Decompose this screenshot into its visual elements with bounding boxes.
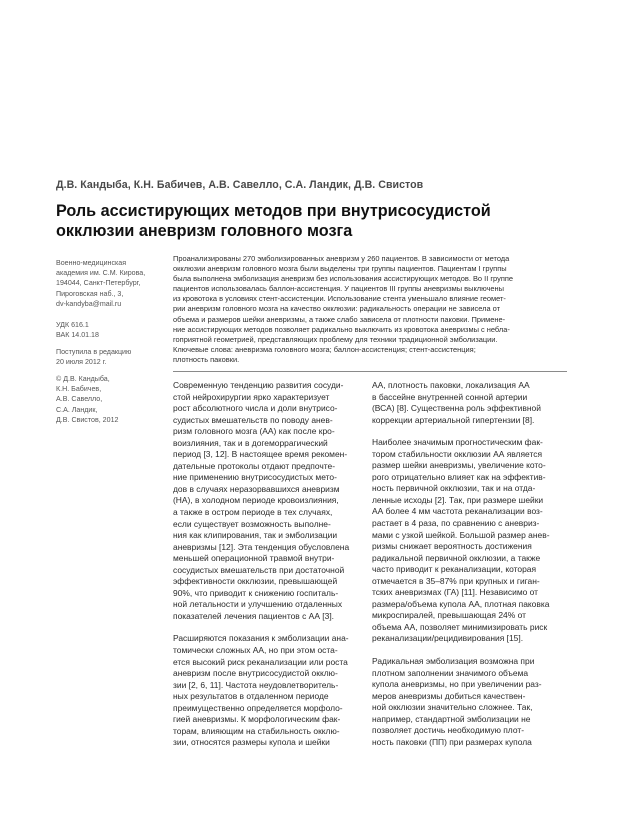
body-line: ленные исходы [2]. Так, при размере шейки xyxy=(372,494,544,505)
body-line: а также в остром периоде в тех случаях, xyxy=(173,507,333,518)
affiliation-line: Пироговская наб., 3, xyxy=(56,289,124,298)
copyright-line: Д.В. Свистов, 2012 xyxy=(56,415,119,424)
abstract-line: пациентов использовалась баллон-ассистенция. У пациентов III группы аневризмы выключены xyxy=(173,284,505,294)
body-line: ной летальности и улучшению отдаленных xyxy=(173,599,343,610)
body-line: тором стабильности окклюзии АА является xyxy=(372,448,543,459)
abstract-line: рии аневризм головного мозга на качество окклюзии: радикальность операции не зависела от xyxy=(173,304,501,314)
body-line: ность первичной окклюзии, так и на отда- xyxy=(372,483,536,494)
body-paragraph xyxy=(173,633,373,748)
body-line: ность паковки (ПП) при размерах купола xyxy=(372,736,532,747)
body-right-column xyxy=(372,380,572,759)
body-line: воизлияния, так и в догеморрагический xyxy=(173,437,328,448)
received-value: 20 июля 2012 г. xyxy=(56,358,107,367)
body-line: меров аневризмы добиться качествен- xyxy=(372,690,526,701)
body-line: радикальной первичной окклюзии, а также xyxy=(372,552,541,563)
body-line: зии, относятся размеры купола и шейки xyxy=(173,737,330,748)
body-line: эффективности окклюзии, превышающей xyxy=(173,576,338,587)
abstract-line: из кровотока в условиях стент-ассистенции. Использование стента уменьшало влияние геомет- xyxy=(173,294,506,304)
body-line: ется высокий риск реканализации или роста xyxy=(173,656,348,667)
body-paragraph xyxy=(173,380,373,622)
body-paragraph xyxy=(372,380,572,426)
body-line: ных результатов в отдаленном периоде xyxy=(173,691,329,702)
body-line: ния как клипирования, так и эмболизации xyxy=(173,530,338,541)
body-line: рого отрицательно влияет как на эффектив- xyxy=(372,471,546,482)
body-line: ризм головного мозга (АА) как после кро- xyxy=(173,426,335,437)
body-line: (НА), в холодном периоде кровоизлияния, xyxy=(173,495,339,506)
body-line: меньшей операционной травмой внутри- xyxy=(173,553,335,564)
body-line: АА более 4 мм частота реканализации воз- xyxy=(372,506,543,517)
body-line: ной окклюзии значительно сложнее. Так, xyxy=(372,702,533,713)
body-line: период [3, 12]. В настоящее время рекомен- xyxy=(173,449,348,460)
affiliation-line: академия им. С.М. Кирова, xyxy=(56,269,146,278)
body-line: аневризмы [12]. Эта тенденция обусловлена xyxy=(173,541,350,552)
body-line: Современную тенденцию развития сосуди- xyxy=(173,380,344,390)
udc-code: УДК 616.1 xyxy=(56,321,89,329)
copyright xyxy=(56,374,161,425)
body-line: позволяет достичь необходимую плот- xyxy=(372,725,525,736)
body-line: коррекции артериальной гипертензии [8]. xyxy=(372,414,535,425)
copyright-line: К.Н. Бабичев, xyxy=(56,385,102,394)
body-paragraph xyxy=(372,656,572,748)
body-line: аневризм после внутрисосудистой окклю- xyxy=(173,668,338,679)
body-line: реканализации/рецидивирования [15]. xyxy=(372,633,524,644)
body-line: зии [2, 6, 11]. Частота неудовлетворитель- xyxy=(173,679,339,690)
keywords-line: Ключевые слова: аневризма головного мозга; баллон-ассистенция; стент-ассистенция; xyxy=(173,344,476,354)
title-line: Роль ассистирующих методов при внутрисосудистой xyxy=(56,202,491,220)
body-line: 90%, что приводит к снижению госпиталь- xyxy=(173,587,339,598)
body-left-column xyxy=(173,380,373,760)
author-email: dv-kandyba@mail.ru xyxy=(56,299,122,308)
body-line: стой нейрохирургии ярко характеризует xyxy=(173,391,330,402)
abstract xyxy=(173,254,553,365)
vak-code: ВАК 14.01.18 xyxy=(56,331,99,340)
abstract-line: ние ассистирующих методов позволяет радикально выключить из кровотока аневризмы с небла- xyxy=(173,324,510,334)
classification-codes xyxy=(56,320,161,340)
received-label: Поступила в редакцию xyxy=(56,348,132,356)
body-line: микроспиралей, превышающая 24% от xyxy=(372,610,526,621)
body-line: купола аневризмы, но при увеличении раз- xyxy=(372,679,542,690)
keywords-line: плотность паковки. xyxy=(173,354,240,364)
body-paragraph xyxy=(372,437,572,645)
body-line: Наиболее значимым прогностическим фак- xyxy=(372,437,543,448)
abstract-line: была выполнена эмболизация аневризм без использования ассистирующих методов. Во II группе xyxy=(173,274,514,284)
body-line: размер шейки аневризмы, увеличение кото- xyxy=(372,460,546,471)
body-line: сосудистых вмешательств при достаточной xyxy=(173,564,345,575)
title-line: окклюзии аневризм головного мозга xyxy=(56,222,353,240)
copyright-line: © Д.В. Кандыба, xyxy=(56,375,110,383)
body-line: АА, плотность паковки, локализация АА xyxy=(372,380,530,390)
body-line: томически сложных АА, но при этом оста- xyxy=(173,645,338,656)
copyright-line: С.А. Ландик, xyxy=(56,405,98,414)
body-line: ризмы снижает вероятность достижения xyxy=(372,541,532,552)
body-line: плотном заполнении значимого объема xyxy=(372,667,529,678)
affiliation xyxy=(56,258,161,309)
copyright-line: А.В. Савелло, xyxy=(56,395,103,404)
abstract-line: объема и размеров шейки аневризмы, а также слабо зависела от плотности паковки. Примене- xyxy=(173,314,506,324)
body-line: если существует возможность выполне- xyxy=(173,518,331,529)
body-line: мами с узкой шейкой. Большой размер анев- xyxy=(372,529,550,540)
affiliation-line: 194044, Санкт-Петербург, xyxy=(56,279,141,288)
body-line: часто приводит к реканализации, которая xyxy=(372,564,537,575)
body-line: Радикальная эмболизация возможна при xyxy=(372,656,535,667)
body-line: в бассейне внутренней сонной артерии xyxy=(372,391,528,402)
abstract-divider xyxy=(173,371,567,372)
body-line: преимущественно определяется морфоло- xyxy=(173,702,343,713)
body-line: растает в 4 раза, по сравнению с аневриз- xyxy=(372,518,540,529)
body-line: например, стандартной эмболизации не xyxy=(372,713,531,724)
body-line: показателей лечения пациентов с АА [3]. xyxy=(173,610,335,621)
body-line: тских аневризмах (ГА) [11]. Независимо от xyxy=(372,587,539,598)
abstract-line: Проанализированы 270 эмболизированных аневризм у 260 пациентов. В зависимости от метода xyxy=(173,254,510,263)
body-line: дов в случаях неразорвавшихся аневризм xyxy=(173,483,340,494)
received-date xyxy=(56,347,161,367)
body-line: дательные протоколы отдают предпочте- xyxy=(173,460,336,471)
body-line: рост абсолютного числа и доли внутрисо- xyxy=(173,403,338,414)
body-line: ние применению внутрисосудистых мето- xyxy=(173,472,337,483)
body-line: гией аневризмы. К морфологическим фак- xyxy=(173,714,341,725)
body-line: объема АА, позволяет минимизировать риск xyxy=(372,621,548,632)
body-line: размера/объема купола АА, плотная паковка xyxy=(372,598,550,609)
body-line: судистых вмешательств по поводу анев- xyxy=(173,414,333,425)
body-line: Расширяются показания к эмболизации ана- xyxy=(173,633,349,644)
body-line: торам, влияющим на стабильность окклю- xyxy=(173,725,340,736)
author-list: Д.В. Кандыба, К.Н. Бабичев, А.В. Савелло, С.А. Ландик, Д.В. Свистов xyxy=(56,179,424,191)
article-title xyxy=(56,201,596,241)
body-line: отмечается в 35–87% при крупных и гиган- xyxy=(372,575,540,586)
affiliation-line: Военно-медицинская xyxy=(56,259,127,267)
abstract-line: гоприятной геометрией, представляющих проблему для техники традиционной эмболизации. xyxy=(173,334,498,344)
body-line: (ВСА) [8]. Существенна роль эффективной xyxy=(372,403,541,414)
abstract-line: окклюзии аневризм головного мозга были выделены три группы пациентов. Пациентам I группы xyxy=(173,264,507,274)
